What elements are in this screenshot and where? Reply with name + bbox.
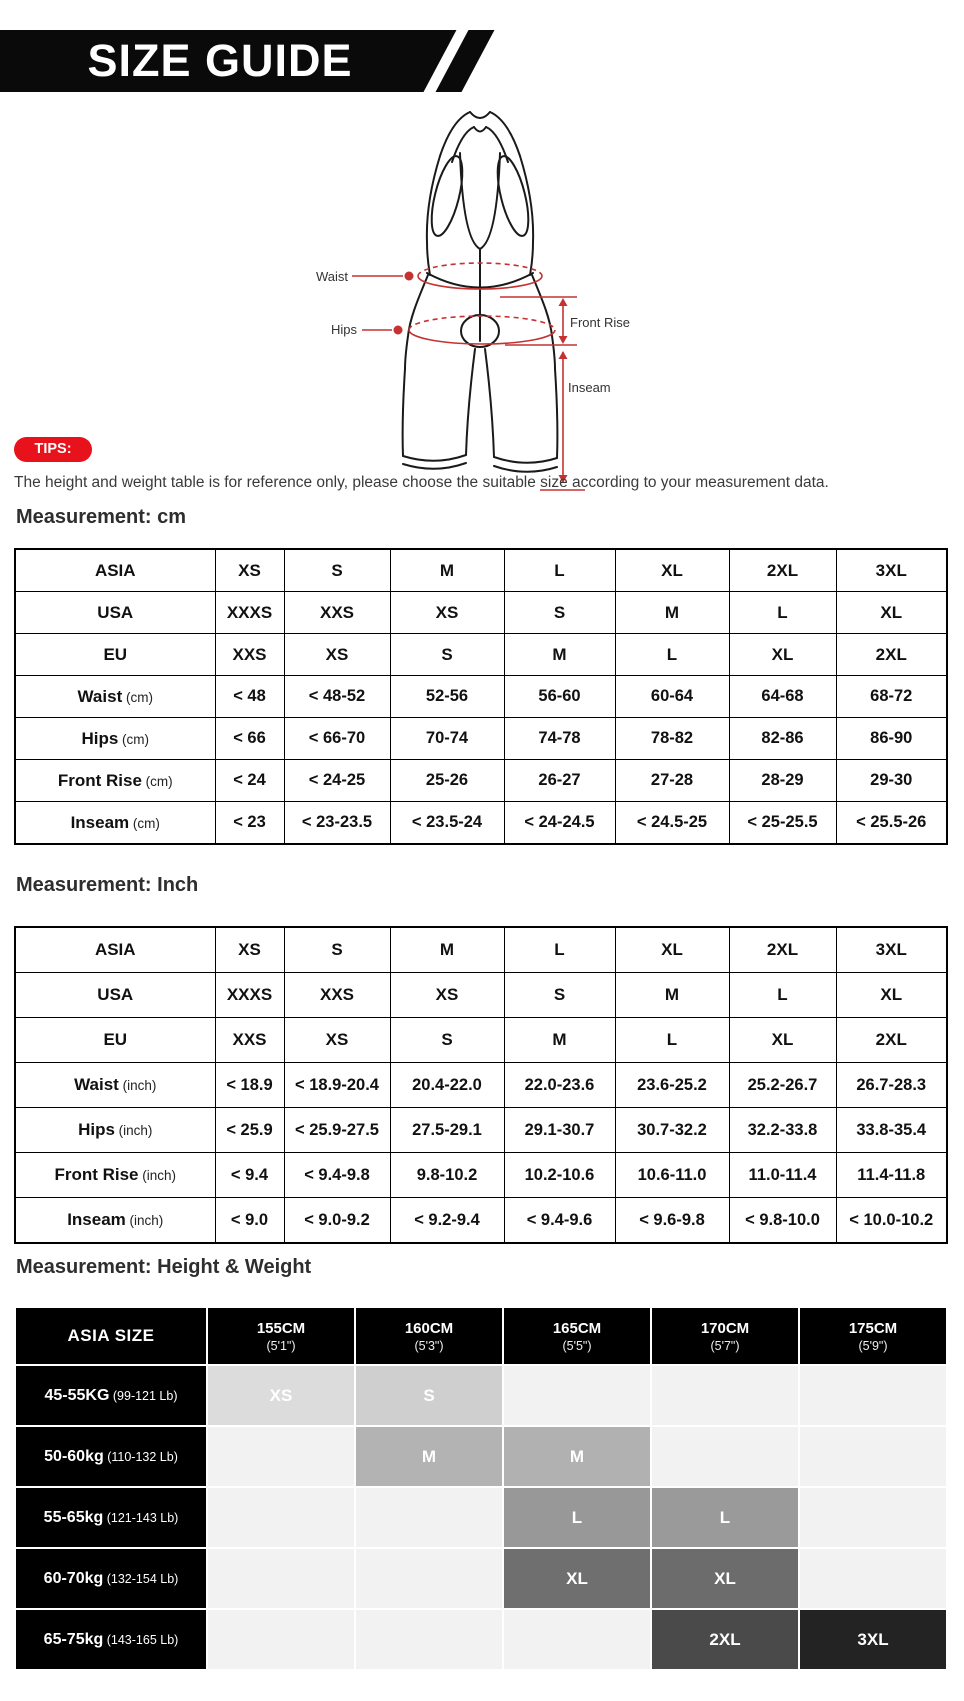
- size-row: [15, 549, 947, 592]
- measure-row: [15, 760, 947, 802]
- hw-size-cell: [652, 1366, 798, 1425]
- hw-weight-label: 50-60kg (110-132 Lb): [16, 1427, 206, 1486]
- size-value: L: [729, 592, 836, 634]
- measure-value: 86-90: [836, 718, 947, 760]
- tips-note-text: The height and weight table is for reference only, please choose the suitable size according to your measurement data.: [14, 474, 829, 491]
- measure-value: < 25-25.5: [729, 802, 836, 845]
- hw-height-header: 165CM (5'5"): [504, 1308, 650, 1364]
- row-label: Front Rise (inch): [15, 1153, 215, 1198]
- hw-size-cell: 2XL: [652, 1610, 798, 1669]
- measure-value: 64-68: [729, 676, 836, 718]
- size-value: XL: [729, 634, 836, 676]
- row-label: Front Rise (cm): [15, 760, 215, 802]
- measure-value: 26.7-28.3: [836, 1063, 947, 1108]
- size-row: [15, 592, 947, 634]
- size-value: M: [615, 973, 729, 1018]
- measure-row: [15, 1108, 947, 1153]
- size-value: L: [615, 1018, 729, 1063]
- hw-height-header: 170CM (5'7"): [652, 1308, 798, 1364]
- size-value: XS: [390, 973, 504, 1018]
- size-value: S: [284, 549, 390, 592]
- row-label: Waist (inch): [15, 1063, 215, 1108]
- hw-height-header: 160CM (5'3"): [356, 1308, 502, 1364]
- size-value: XXS: [215, 634, 284, 676]
- size-value: XS: [390, 592, 504, 634]
- row-label: Hips (cm): [15, 718, 215, 760]
- hw-size-cell: [356, 1610, 502, 1669]
- hw-row: [16, 1366, 946, 1425]
- measure-value: < 9.8-10.0: [729, 1198, 836, 1244]
- measure-value: < 9.0: [215, 1198, 284, 1244]
- size-row: [15, 1018, 947, 1063]
- hw-row: [16, 1427, 946, 1486]
- size-value: M: [615, 592, 729, 634]
- measure-value: < 23: [215, 802, 284, 845]
- size-value: 2XL: [729, 927, 836, 973]
- hw-size-cell: M: [356, 1427, 502, 1486]
- measure-value: 74-78: [504, 718, 615, 760]
- measure-row: [15, 1198, 947, 1244]
- banner: [0, 30, 540, 92]
- hips-label: Hips: [330, 322, 357, 337]
- hw-size-cell: XL: [504, 1549, 650, 1608]
- hw-size-cell: [208, 1549, 354, 1608]
- size-value: XL: [836, 973, 947, 1018]
- measure-value: < 9.2-9.4: [390, 1198, 504, 1244]
- measure-value: 68-72: [836, 676, 947, 718]
- measure-value: < 9.6-9.8: [615, 1198, 729, 1244]
- size-value: S: [284, 927, 390, 973]
- measure-value: < 10.0-10.2: [836, 1198, 947, 1244]
- size-value: 2XL: [729, 549, 836, 592]
- row-label: Inseam (cm): [15, 802, 215, 845]
- size-value: L: [729, 973, 836, 1018]
- hw-size-cell: [800, 1366, 946, 1425]
- size-value: S: [504, 973, 615, 1018]
- front-rise-arrow-up: [559, 298, 568, 306]
- cm-table: [14, 548, 948, 845]
- hw-size-cell: [208, 1488, 354, 1547]
- tips-badge: TIPS:: [14, 437, 92, 462]
- row-label: Inseam (inch): [15, 1198, 215, 1244]
- measure-value: 29-30: [836, 760, 947, 802]
- hw-size-cell: [504, 1366, 650, 1425]
- size-value: L: [615, 634, 729, 676]
- row-label: Waist (cm): [15, 676, 215, 718]
- measure-value: < 9.0-9.2: [284, 1198, 390, 1244]
- measure-value: 9.8-10.2: [390, 1153, 504, 1198]
- measure-value: < 66-70: [284, 718, 390, 760]
- measure-value: < 23.5-24: [390, 802, 504, 845]
- size-value: XXS: [284, 973, 390, 1018]
- size-value: XS: [215, 549, 284, 592]
- size-value: M: [390, 549, 504, 592]
- size-value: XS: [284, 634, 390, 676]
- hw-size-cell: 3XL: [800, 1610, 946, 1669]
- hw-size-cell: [652, 1427, 798, 1486]
- hw-size-cell: [208, 1610, 354, 1669]
- size-value: XXXS: [215, 973, 284, 1018]
- hw-size-cell: L: [504, 1488, 650, 1547]
- measure-row: [15, 1153, 947, 1198]
- size-value: XL: [729, 1018, 836, 1063]
- measure-value: 10.6-11.0: [615, 1153, 729, 1198]
- measure-value: 11.4-11.8: [836, 1153, 947, 1198]
- size-row: [15, 634, 947, 676]
- measure-value: 70-74: [390, 718, 504, 760]
- size-value: XS: [284, 1018, 390, 1063]
- measure-row: [15, 676, 947, 718]
- size-value: 3XL: [836, 927, 947, 973]
- measure-value: < 25.9: [215, 1108, 284, 1153]
- hw-table: [14, 1306, 948, 1671]
- row-label: ASIA: [15, 927, 215, 973]
- hw-weight-label: 65-75kg (143-165 Lb): [16, 1610, 206, 1669]
- size-value: XL: [836, 592, 947, 634]
- measure-value: < 66: [215, 718, 284, 760]
- hips-pointer-dot: [394, 326, 403, 335]
- hw-header-row: [16, 1308, 946, 1364]
- size-row: [15, 973, 947, 1018]
- hw-row: [16, 1549, 946, 1608]
- measure-value: 23.6-25.2: [615, 1063, 729, 1108]
- measure-value: 26-27: [504, 760, 615, 802]
- measure-value: < 24.5-25: [615, 802, 729, 845]
- hw-size-cell: L: [652, 1488, 798, 1547]
- size-value: M: [504, 634, 615, 676]
- page-title: SIZE GUIDE: [87, 35, 353, 86]
- hw-size-cell: [800, 1488, 946, 1547]
- measure-value: 10.2-10.6: [504, 1153, 615, 1198]
- size-value: S: [390, 634, 504, 676]
- size-value: L: [504, 927, 615, 973]
- measure-value: 20.4-22.0: [390, 1063, 504, 1108]
- measure-value: 25-26: [390, 760, 504, 802]
- measure-value: 11.0-11.4: [729, 1153, 836, 1198]
- hw-size-cell: S: [356, 1366, 502, 1425]
- hw-weight-label: 55-65kg (121-143 Lb): [16, 1488, 206, 1547]
- hw-section-heading: Measurement: Height & Weight: [16, 1256, 312, 1278]
- measure-value: < 24-25: [284, 760, 390, 802]
- measure-value: 28-29: [729, 760, 836, 802]
- size-value: S: [390, 1018, 504, 1063]
- measure-value: 33.8-35.4: [836, 1108, 947, 1153]
- hw-size-cell: XL: [652, 1549, 798, 1608]
- size-value: M: [390, 927, 504, 973]
- size-row: [15, 927, 947, 973]
- measure-value: 27-28: [615, 760, 729, 802]
- row-label: ASIA: [15, 549, 215, 592]
- bib-shorts-diagram: [280, 100, 700, 505]
- size-value: XXS: [284, 592, 390, 634]
- measure-value: < 24-24.5: [504, 802, 615, 845]
- hw-weight-label: 45-55KG (99-121 Lb): [16, 1366, 206, 1425]
- measure-value: 82-86: [729, 718, 836, 760]
- hw-size-cell: M: [504, 1427, 650, 1486]
- inseam-label: Inseam: [568, 380, 611, 395]
- hw-asia-size-header: ASIA SIZE: [16, 1308, 206, 1364]
- measure-value: 32.2-33.8: [729, 1108, 836, 1153]
- measure-lines: [352, 263, 585, 490]
- size-value: S: [504, 592, 615, 634]
- size-value: L: [504, 549, 615, 592]
- row-label: USA: [15, 973, 215, 1018]
- hw-row: [16, 1488, 946, 1547]
- measure-value: 27.5-29.1: [390, 1108, 504, 1153]
- size-value: XXS: [215, 1018, 284, 1063]
- size-value: 2XL: [836, 634, 947, 676]
- waist-pointer-dot: [405, 272, 414, 281]
- measure-row: [15, 1063, 947, 1108]
- hw-height-header: 155CM (5'1"): [208, 1308, 354, 1364]
- size-value: M: [504, 1018, 615, 1063]
- measure-value: < 18.9: [215, 1063, 284, 1108]
- measure-value: < 23-23.5: [284, 802, 390, 845]
- measure-value: < 9.4-9.8: [284, 1153, 390, 1198]
- cm-section-heading: Measurement: cm: [16, 506, 187, 528]
- waist-label: Waist: [315, 269, 348, 284]
- size-value: XL: [615, 549, 729, 592]
- size-value: XXXS: [215, 592, 284, 634]
- size-value: 3XL: [836, 549, 947, 592]
- inch-section-heading: Measurement: Inch: [16, 874, 199, 896]
- measure-value: 22.0-23.6: [504, 1063, 615, 1108]
- row-label: EU: [15, 634, 215, 676]
- front-rise-arrow-down: [559, 336, 568, 344]
- measure-value: 25.2-26.7: [729, 1063, 836, 1108]
- bib-shorts-outline: [403, 112, 558, 472]
- measure-value: < 48: [215, 676, 284, 718]
- measure-value: < 9.4-9.6: [504, 1198, 615, 1244]
- hw-size-cell: [800, 1549, 946, 1608]
- measure-value: < 25.9-27.5: [284, 1108, 390, 1153]
- row-label: EU: [15, 1018, 215, 1063]
- size-value: XL: [615, 927, 729, 973]
- measure-value: 60-64: [615, 676, 729, 718]
- hw-size-cell: [356, 1549, 502, 1608]
- measure-value: < 24: [215, 760, 284, 802]
- hw-weight-label: 60-70kg (132-154 Lb): [16, 1549, 206, 1608]
- measure-value: 30.7-32.2: [615, 1108, 729, 1153]
- measure-value: 78-82: [615, 718, 729, 760]
- hw-size-cell: XS: [208, 1366, 354, 1425]
- hw-size-cell: [800, 1427, 946, 1486]
- measure-value: < 18.9-20.4: [284, 1063, 390, 1108]
- row-label: Hips (inch): [15, 1108, 215, 1153]
- hw-size-cell: [208, 1427, 354, 1486]
- measure-value: 52-56: [390, 676, 504, 718]
- hw-size-cell: [356, 1488, 502, 1547]
- measure-value: < 9.4: [215, 1153, 284, 1198]
- size-value: XS: [215, 927, 284, 973]
- hw-size-cell: [504, 1610, 650, 1669]
- inseam-arrow-up: [559, 351, 568, 359]
- size-value: 2XL: [836, 1018, 947, 1063]
- row-label: USA: [15, 592, 215, 634]
- inch-table: [14, 926, 948, 1244]
- hw-height-header: 175CM (5'9"): [800, 1308, 946, 1364]
- measure-value: 29.1-30.7: [504, 1108, 615, 1153]
- front-rise-label: Front Rise: [570, 315, 630, 330]
- measure-value: < 48-52: [284, 676, 390, 718]
- hw-row: [16, 1610, 946, 1669]
- measure-row: [15, 718, 947, 760]
- measure-row: [15, 802, 947, 845]
- measure-value: < 25.5-26: [836, 802, 947, 845]
- measure-value: 56-60: [504, 676, 615, 718]
